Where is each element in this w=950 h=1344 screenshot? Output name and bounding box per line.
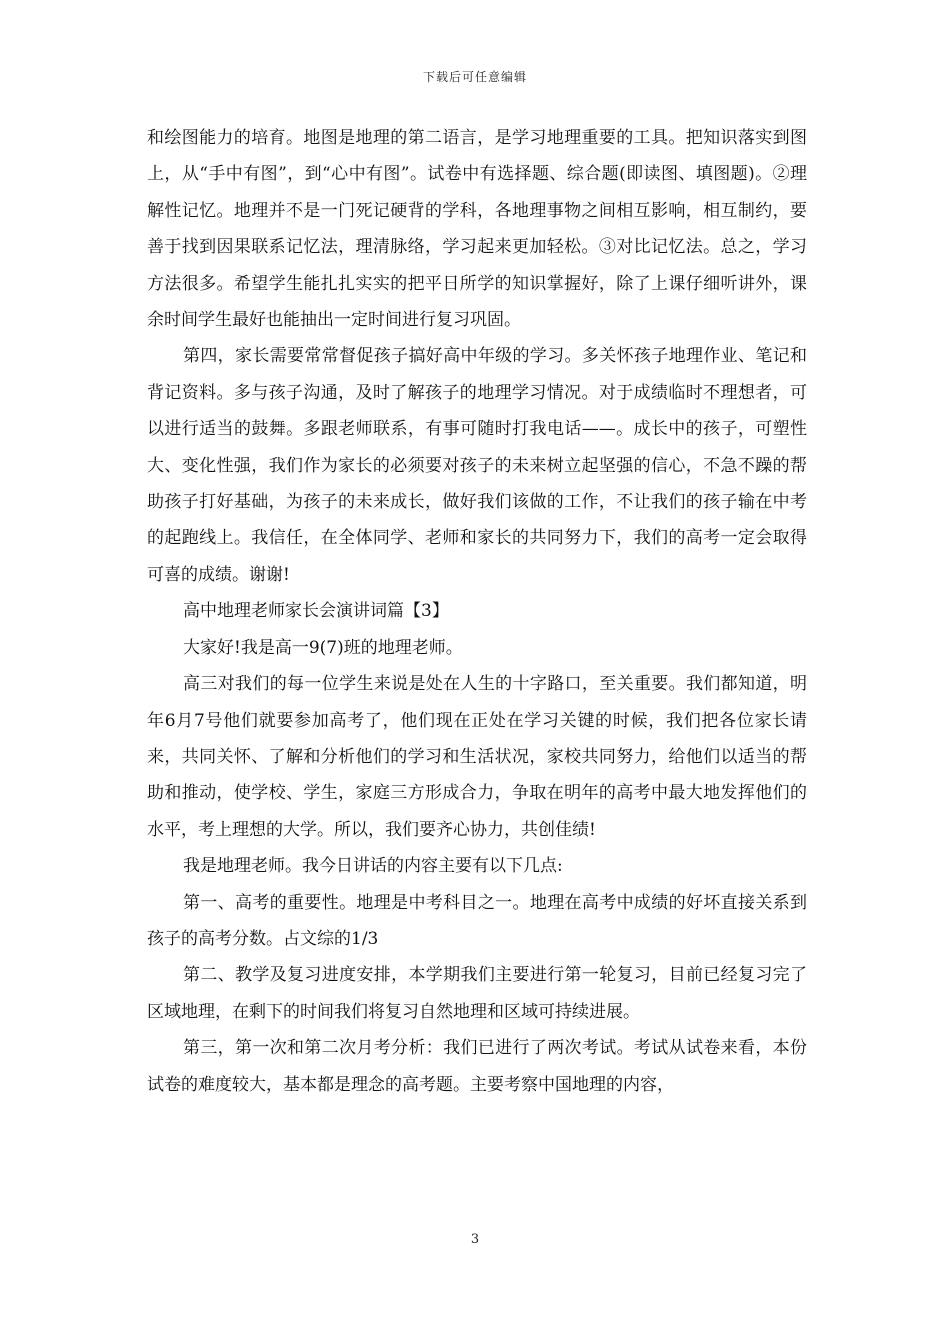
document-body [147,120,807,1103]
paragraph-senior-year: 高三对我们的每一位学生来说是处在人生的十字路口，至关重要。我们都知道，明年6月7号他们就要参加高考了，他们现在正处在学习关键的时候，我们把各位家长请来，共同关怀、了解和分析他们的学习和生活状况，家校共同努力，给他们以适当的帮助和推动，使学校、学生，家庭三方形成合力，争取在明年的高考中最大地发挥他们的水平，考上理想的大学。所以，我们要齐心协力，共创佳绩! [147,674,807,840]
paragraph-second-point: 第二、教学及复习进度安排，本学期我们主要进行第一轮复习，目前已经复习完了区域地理，在剩下的时间我们将复习自然地理和区域可持续进展。 [147,965,807,1022]
paragraph-first-point: 第一、高考的重要性。地理是中考科目之一。地理在高考中成绩的好坏直接关系到孩子的高考分数。占文综的1/3 [147,892,807,949]
paragraph-continuation: 和绘图能力的培育。地图是地理的第二语言，是学习地理重要的工具。把知识落实到图上，从“手中有图”，到“心中有图”。试卷中有选择题、综合题(即读图、填图题)。②理解性记忆。地理并不是一门死记硬背的学科，各地理事物之间相互影响，相互制约，要善于找到因果联系记忆法，理清脉络，学习起来更加轻松。③对比记忆法。总之，学习方法很多。希望学生能扎扎实实的把平日所学的知识掌握好，除了上课仔细听讲外，课余时间学生最好也能抽出一定时间进行复习巩固。 [147,128,807,331]
page-header: 下载后可任意编辑 [422,70,527,84]
page-number: 3 [470,1232,480,1247]
paragraph-intro: 我是地理老师。我今日讲话的内容主要有以下几点: [183,856,563,877]
section-heading: 高中地理老师家长会演讲词篇【3】 [183,601,449,622]
paragraph-fourth-point: 第四，家长需要常常督促孩子搞好高中年级的学习。多关怀孩子地理作业、笔记和背记资料。多与孩子沟通，及时了解孩子的地理学习情况。对于成绩临时不理想者，可以进行适当的鼓舞。多跟老师联系，有事可随时打我电话——。成长中的孩子，可塑性大、变化性强，我们作为家长的必须要对孩子的未来树立起坚强的信心，不急不躁的帮助孩子打好基础，为孩子的未来成长，做好我们该做的工作，不让我们的孩子输在中考的起跑线上。我信任，在全体同学、老师和家长的共同努力下，我们的高考一定会取得可喜的成绩。谢谢! [147,346,807,585]
paragraph-greeting: 大家好!我是高一9(7)班的地理老师。 [183,637,463,658]
paragraph-third-point: 第三，第一次和第二次月考分析：我们已进行了两次考试。考试从试卷来看，本份试卷的难度较大，基本都是理念的高考题。主要考察中国地理的内容， [147,1038,807,1095]
